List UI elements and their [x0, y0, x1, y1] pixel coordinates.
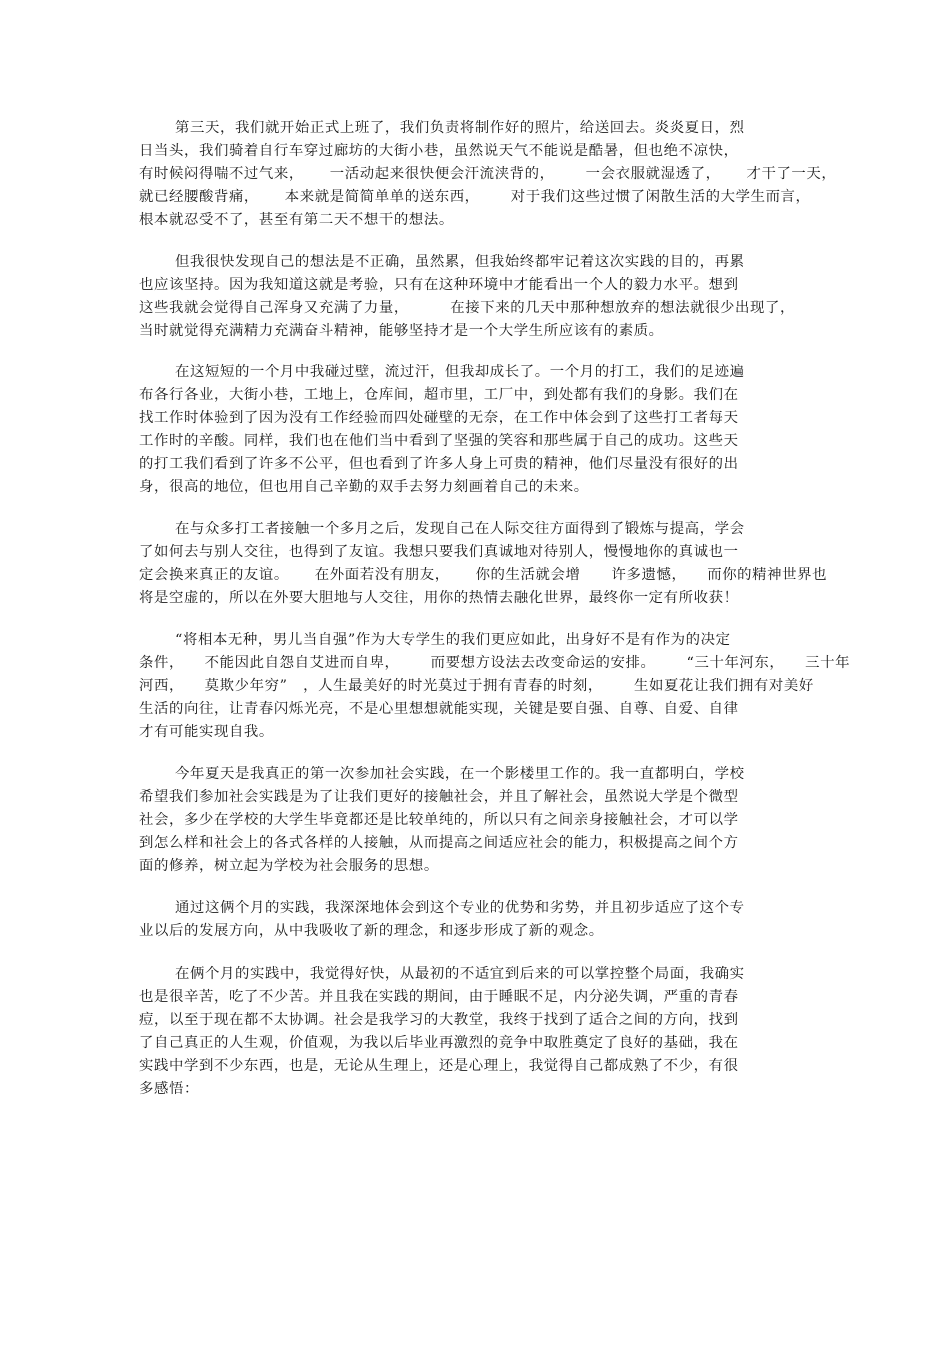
text-line: 有时候闷得喘不过气来， 一活动起来很快便会汗流浃背的， 一会衣服就湿透了， 才干了一天，	[139, 166, 837, 182]
text-line: 希望我们参加社会实践是为了让我们更好的接触社会，并且了解社会，虽然说大学是个微型	[139, 789, 739, 805]
text-line: 也是很辛苦，吃了不少苦。并且我在实践的期间，由于睡眠不足，内分泌失调，严重的青春	[139, 989, 739, 1005]
text-line: 生活的向往，让青春闪烁光亮，不是心里想想就能实现，关键是要自强、自尊、自爱、自律	[139, 701, 739, 717]
text-line: 在与众多打工者接触一个多月之后，发现自己在人际交往方面得到了锻炼与提高，学会	[175, 521, 745, 537]
text-line: 河西， 莫欺少年穷” ，人生最美好的时光莫过于拥有青春的时刻， 生如夏花让我们拥有对美好	[139, 678, 814, 694]
text-line: 才有可能实现自我。	[139, 724, 274, 740]
text-line: 日当头，我们骑着自行车穿过廊坊的大街小巷，虽然说天气不能说是酷暑，但也绝不凉快，	[139, 143, 739, 159]
text-line: 第三天，我们就开始正式上班了，我们负责将制作好的照片，给送回去。炎炎夏日，烈	[175, 120, 745, 136]
text-line: 了自己真正的人生观，价值观，为我以后毕业再激烈的竞争中取胜奠定了良好的基础，我在	[139, 1035, 739, 1051]
text-line: 就已经腰酸背痛， 本来就是简简单单的送东西， 对于我们这些过惯了闲散生活的大学生而言，	[139, 189, 811, 205]
text-line: 这些我就会觉得自己浑身又充满了力量， 在接下来的几天中那种想放弃的想法就很少出现了，	[139, 300, 796, 316]
text-line: 定会换来真正的友谊。 在外面若没有朋友， 你的生活就会增 许多遗憾， 而你的精神世界也	[139, 567, 828, 583]
text-line: 布各行各业，大街小巷，工地上，仓库间，超市里，工厂中，到处都有我们的身影。我们在	[139, 387, 739, 403]
text-line: 找工作时体验到了因为没有工作经验而四处碰壁的无奈，在工作中体会到了这些打工者每天	[139, 410, 739, 426]
text-line: 多感悟：	[139, 1081, 199, 1097]
text-line: 根本就忍受不了，甚至有第二天不想干的想法。	[139, 212, 454, 228]
text-line: 业以后的发展方向，从中我吸收了新的理念，和逐步形成了新的观念。	[139, 923, 604, 939]
text-line: 将是空虚的，所以在外要大胆地与人交往，用你的热情去融化世界，最终你一定有所收获！	[139, 590, 739, 606]
text-line: “将相本无种，男儿当自强”作为大专学生的我们更应如此，出身好不是有作为的决定	[175, 632, 731, 648]
text-line: 工作时的辛酸。同样，我们也在他们当中看到了坚强的笑容和那些属于自己的成功。这些天	[139, 433, 739, 449]
text-line: 但我很快发现自己的想法是不正确，虽然累，但我始终都牢记着这次实践的目的，再累	[175, 254, 745, 270]
text-line: 通过这俩个月的实践，我深深地体会到这个专业的优势和劣势，并且初步适应了这个专	[175, 900, 745, 916]
text-line: 身，很高的地位，但也用自己辛勤的双手去努力刻画着自己的未来。	[139, 479, 589, 495]
text-line: 痘，以至于现在都不太协调。社会是我学习的大教堂，我终于找到了适合之间的方向，找到	[139, 1012, 739, 1028]
text-line: 当时就觉得充满精力充满奋斗精神，能够坚持才是一个大学生所应该有的素质。	[139, 323, 664, 339]
text-line: 面的修养，树立起为学校为社会服务的思想。	[139, 858, 439, 874]
text-line: 在这短短的一个月中我碰过壁，流过汗，但我却成长了。一个月的打工，我们的足迹遍	[175, 364, 745, 380]
text-line: 今年夏天是我真正的第一次参加社会实践，在一个影楼里工作的。我一直都明白，学校	[175, 766, 745, 782]
text-line: 到怎么样和社会上的各式各样的人接触，从而提高之间适应社会的能力，积极提高之间个方	[139, 835, 739, 851]
text-line: 实践中学到不少东西，也是，无论从生理上，还是心理上，我觉得自己都成熟了不少，有很	[139, 1058, 739, 1074]
text-line: 的打工我们看到了许多不公平，但也看到了许多人身上可贵的精神，他们尽量没有很好的出	[139, 456, 739, 472]
text-line: 在俩个月的实践中，我觉得好快，从最初的不适宜到后来的可以掌控整个局面，我确实	[175, 966, 745, 982]
text-line: 社会，多少在学校的大学生毕竟都还是比较单纯的，所以只有之间亲身接触社会，才可以学	[139, 812, 739, 828]
text-line: 也应该坚持。因为我知道这就是考验，只有在这种环境中才能看出一个人的毅力水平。想到	[139, 277, 739, 293]
text-line: 条件， 不能因此自怨自艾进而自卑， 而要想方设法去改变命运的安排。 “三十年河东， 三十年	[139, 655, 851, 671]
text-line: 了如何去与别人交往，也得到了友谊。我想只要我们真诚地对待别人，慢慢地你的真诚也一	[139, 544, 739, 560]
